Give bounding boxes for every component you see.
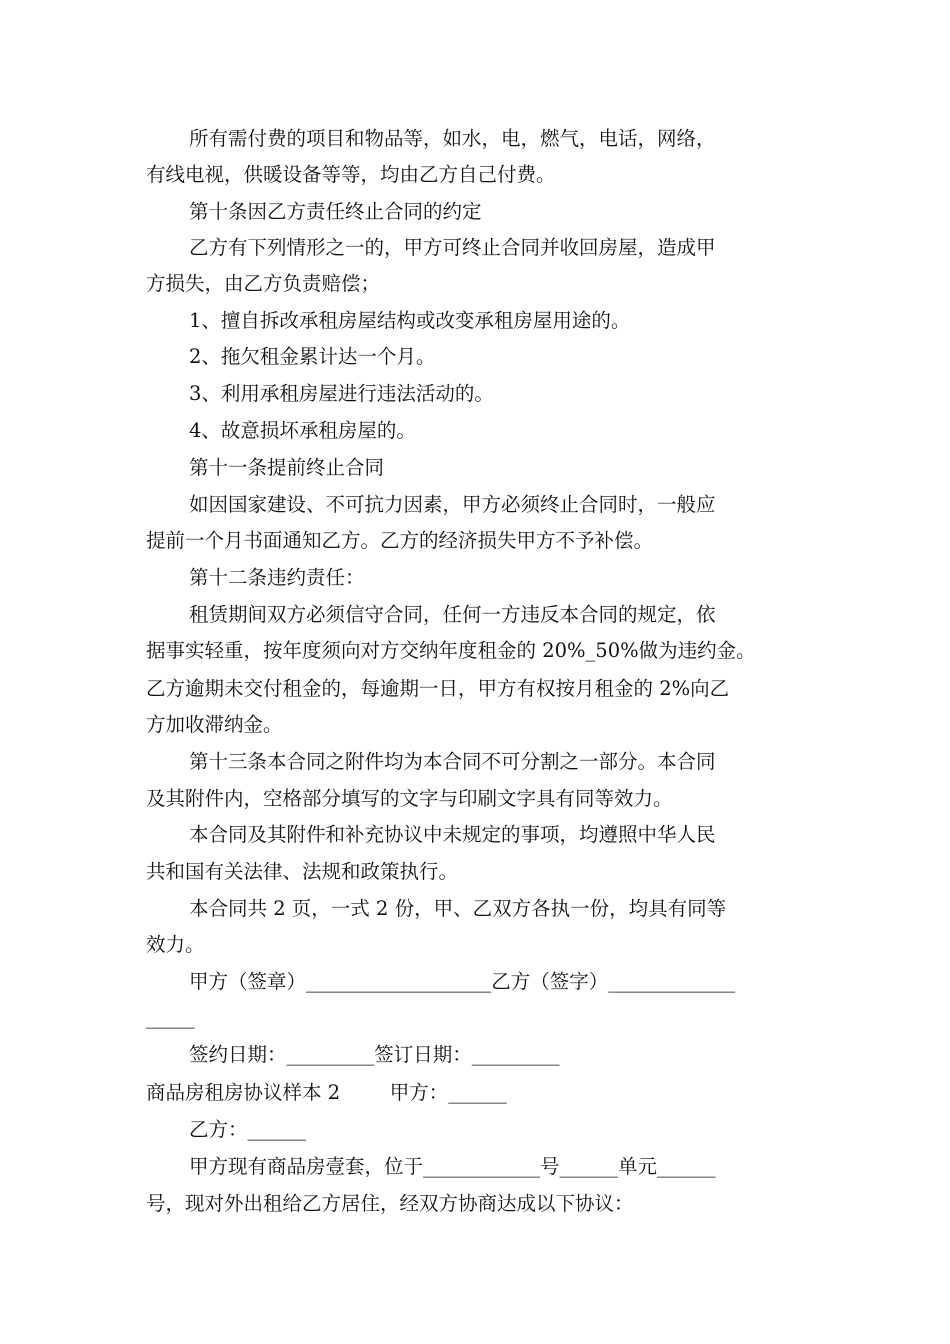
paragraph-line: 乙方有下列情形之一的，甲方可终止合同并收回房屋，造成甲 (189, 236, 716, 259)
paragraph-line: 租赁期间双方必须信守合同，任何一方违反本合同的规定，依 (189, 603, 716, 626)
paragraph-line: 第十三条本合同之附件均为本合同不可分割之一部分。本合同 (189, 750, 716, 773)
section-heading: 第十一条提前终止合同 (189, 456, 385, 479)
paragraph-line: 号，现对外出租给乙方居住，经双方协商达成以下协议： (146, 1192, 634, 1215)
paragraph-line: 据事实轻重，按年度须向对方交纳年度租金的 20%_50%做为违约金。 (146, 639, 756, 662)
signature-line: _____ (146, 1006, 195, 1029)
list-item: 3、利用承租房屋进行违法活动的。 (189, 382, 494, 405)
paragraph-line: 有线电视，供暖设备等等，均由乙方自己付费。 (146, 163, 556, 186)
section-heading: 第十二条违约责任： (189, 566, 365, 589)
list-item: 1、擅自拆改承租房屋结构或改变承租房屋用途的。 (189, 309, 631, 332)
paragraph-line: 所有需付费的项目和物品等，如水，电，燃气，电话，网络， (189, 127, 716, 150)
sample-heading: 商品房租房协议样本 2 甲方：______ (146, 1081, 507, 1104)
party-line: 乙方：______ (189, 1118, 307, 1141)
date-line: 签约日期：_________签订日期：_________ (189, 1043, 560, 1066)
signature-line: 甲方（签章）___________________乙方（签字）_____________ (189, 970, 736, 993)
paragraph-line: 方加收滞纳金。 (146, 713, 283, 736)
paragraph-line: 方损失，由乙方负责赔偿； (146, 272, 381, 295)
list-item: 2、拖欠租金累计达一个月。 (189, 345, 436, 368)
paragraph-line: 本合同及其附件和补充协议中未规定的事项，均遵照中华人民 (189, 823, 716, 846)
paragraph-line: 及其附件内，空格部分填写的文字与印刷文字具有同等效力。 (146, 787, 673, 810)
paragraph-line: 如因国家建设、不可抗力因素，甲方必须终止合同时，一般应 (189, 493, 716, 516)
paragraph-line: 提前一个月书面通知乙方。乙方的经济损失甲方不予补偿。 (146, 529, 654, 552)
section-heading: 第十条因乙方责任终止合同的约定 (189, 200, 482, 223)
list-item: 4、故意损坏承租房屋的。 (189, 419, 416, 442)
paragraph-line: 甲方现有商品房壹套，位于____________号______单元______ (189, 1155, 716, 1178)
paragraph-line: 本合同共 2 页，一式 2 份，甲、乙双方各执一份，均具有同等 (189, 897, 727, 920)
paragraph-line: 共和国有关法律、法规和政策执行。 (146, 860, 459, 883)
paragraph-line: 效力。 (146, 933, 205, 956)
paragraph-line: 乙方逾期未交付租金的，每逾期一日，甲方有权按月租金的 2%向乙 (146, 677, 730, 700)
